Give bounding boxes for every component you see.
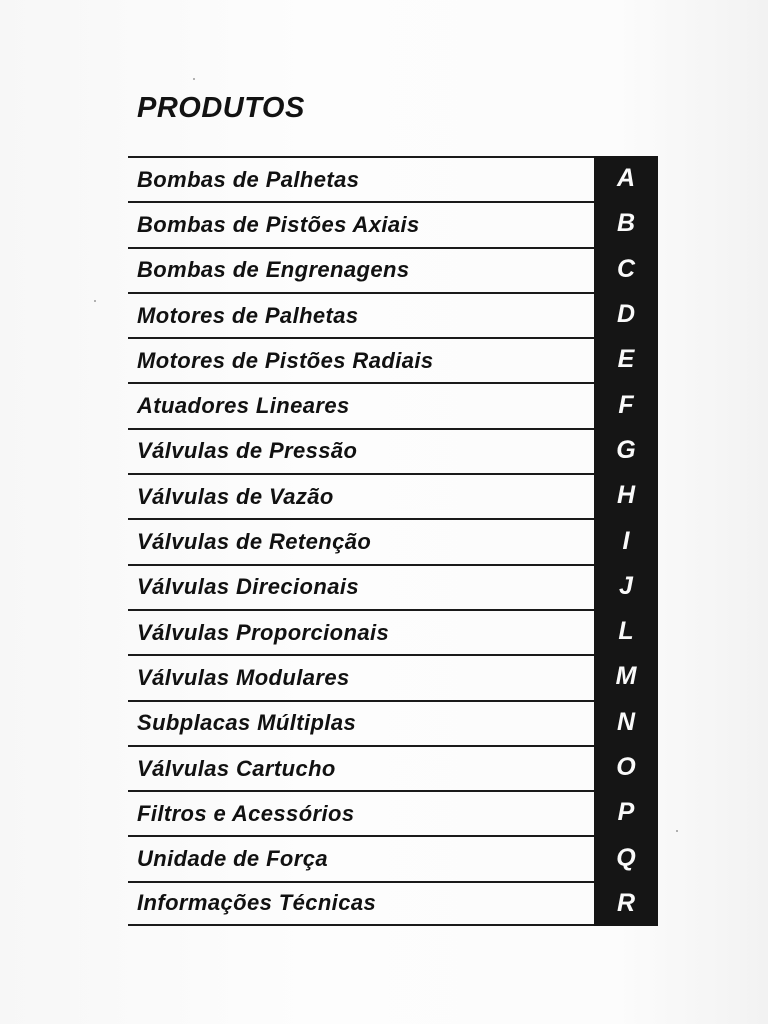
index-row[interactable] [128, 790, 658, 835]
index-row[interactable] [128, 247, 658, 292]
index-tab-letter: H [616, 481, 636, 510]
index-tab[interactable] [594, 700, 658, 745]
index-row[interactable] [128, 835, 658, 880]
index-row[interactable] [128, 473, 658, 518]
index-label-cell [128, 835, 594, 880]
index-label-cell [128, 292, 594, 337]
index-label-cell [128, 564, 594, 609]
page-title: PRODUTOS [137, 92, 305, 124]
index-label: Válvulas Cartucho [137, 755, 336, 781]
scan-speck [193, 78, 195, 80]
index-label: Bombas de Palhetas [137, 166, 360, 192]
index-row[interactable] [128, 700, 658, 745]
index-row[interactable] [128, 428, 658, 473]
index-tab-letter: M [615, 662, 637, 691]
index-tab[interactable] [594, 518, 658, 563]
index-row[interactable] [128, 518, 658, 563]
index-tab-letter: J [619, 571, 633, 600]
index-tab-letter: O [616, 753, 636, 781]
index-row[interactable] [128, 382, 658, 427]
index-label: Motores de Palhetas [137, 302, 359, 328]
index-tab-letter: D [616, 300, 636, 329]
index-tab[interactable] [594, 473, 658, 518]
index-label: Válvulas Direcionais [137, 574, 359, 600]
index-tab[interactable] [594, 382, 658, 427]
index-row[interactable] [128, 881, 658, 926]
index-row[interactable] [128, 337, 658, 382]
index-label: Informações Técnicas [137, 890, 377, 916]
index-label: Atuadores Lineares [137, 393, 350, 419]
index-row[interactable] [128, 745, 658, 790]
index-label: Motores de Pistões Radiais [137, 347, 434, 373]
scan-speck [676, 830, 678, 832]
index-label: Filtros e Acessórios [137, 800, 355, 826]
index-label-cell [128, 790, 594, 835]
index-label: Válvulas de Vazão [137, 483, 334, 509]
index-label: Bombas de Pistões Axiais [137, 211, 420, 237]
index-label-cell [128, 654, 594, 699]
index-label-cell [128, 382, 594, 427]
index-tab-letter: P [617, 798, 635, 827]
index-label: Bombas de Engrenagens [137, 257, 410, 283]
index-tab-letter: G [616, 435, 636, 464]
index-tab[interactable] [594, 835, 658, 880]
index-label-cell [128, 518, 594, 563]
product-index-table [128, 156, 658, 926]
index-row[interactable] [128, 654, 658, 699]
index-label: Válvulas Proporcionais [137, 619, 390, 645]
index-tab[interactable] [594, 654, 658, 699]
index-tab-letter: E [617, 345, 635, 374]
index-label-cell [128, 881, 594, 926]
index-label: Unidade de Força [137, 846, 328, 872]
index-tab[interactable] [594, 156, 658, 201]
index-label: Válvulas de Retenção [137, 529, 372, 555]
index-label-cell [128, 201, 594, 246]
scan-speck [94, 300, 96, 302]
index-label-cell [128, 609, 594, 654]
index-tab-letter: B [616, 209, 636, 238]
index-tab-letter: F [618, 390, 634, 419]
index-label-cell [128, 247, 594, 292]
index-label-cell [128, 745, 594, 790]
index-label-cell [128, 473, 594, 518]
index-row[interactable] [128, 564, 658, 609]
index-tab[interactable] [594, 881, 658, 926]
index-tab[interactable] [594, 790, 658, 835]
index-tab[interactable] [594, 201, 658, 246]
index-row[interactable] [128, 201, 658, 246]
index-row[interactable] [128, 156, 658, 201]
index-row[interactable] [128, 292, 658, 337]
index-label-cell [128, 428, 594, 473]
index-tab[interactable] [594, 745, 658, 790]
index-label: Válvulas de Pressão [137, 438, 358, 464]
index-tab-letter: C [616, 254, 636, 283]
index-tab[interactable] [594, 247, 658, 292]
index-label-cell [128, 156, 594, 201]
index-tab[interactable] [594, 428, 658, 473]
index-label-cell [128, 337, 594, 382]
index-tab[interactable] [594, 609, 658, 654]
index-tab-letter: R [616, 888, 636, 917]
index-tab-letter: N [616, 707, 636, 736]
index-tab-letter: L [618, 617, 634, 646]
index-row[interactable] [128, 609, 658, 654]
index-label-cell [128, 700, 594, 745]
index-tab-letter: A [616, 164, 636, 193]
index-tab[interactable] [594, 292, 658, 337]
index-tab[interactable] [594, 564, 658, 609]
index-label: Válvulas Modulares [137, 664, 350, 690]
index-label: Subplacas Múltiplas [137, 710, 357, 736]
index-tab-letter: Q [616, 843, 636, 872]
index-tab[interactable] [594, 337, 658, 382]
index-tab-letter: I [622, 526, 630, 555]
